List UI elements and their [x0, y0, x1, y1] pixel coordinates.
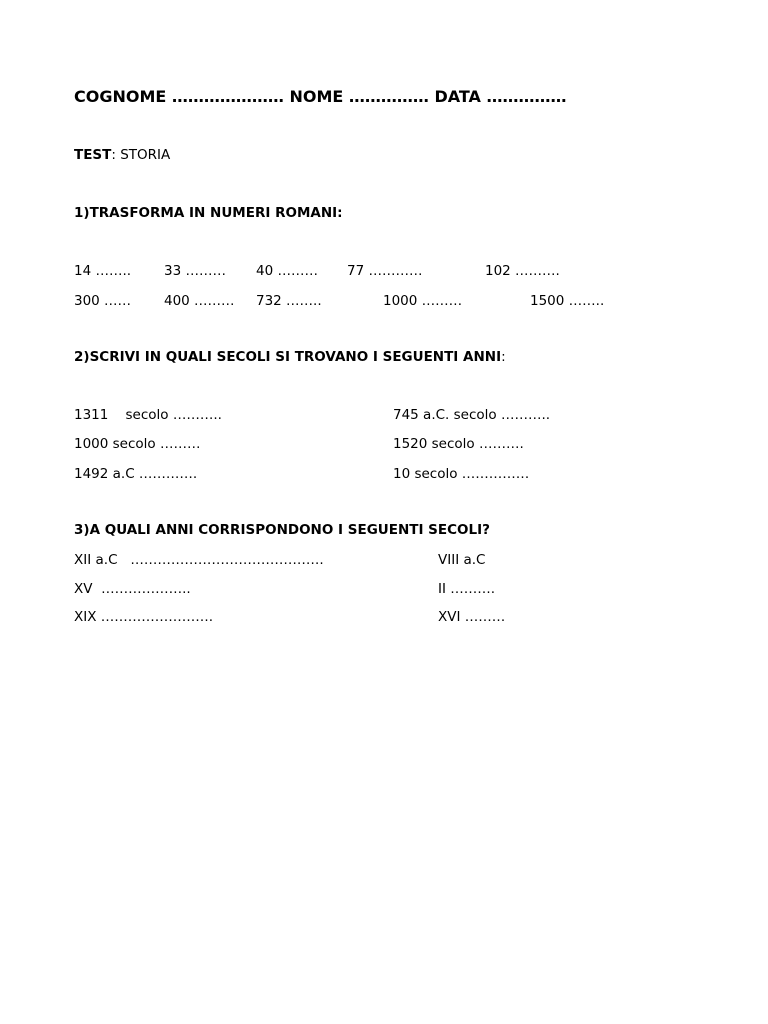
section2-title: 2)SCRIVI IN QUALI SECOLI SI TROVANO I SEGUENTI ANNI: [74, 349, 502, 365]
century-item-10: 10 secolo ……………: [393, 466, 530, 482]
years-item-xii-bc: XII a.C …………………………………….: [74, 552, 324, 568]
test-subject: : STORIA: [111, 147, 171, 163]
years-item-viii-bc: VIII a.C: [438, 552, 486, 568]
test-label: TEST: [74, 147, 112, 163]
roman-item-1000: 1000 ………: [383, 293, 463, 309]
name-date-header: COGNOME ………………… NOME …………… DATA ……………: [74, 87, 567, 106]
section2-title-line: [74, 348, 506, 366]
years-item-xix: XIX …………………….: [74, 609, 214, 625]
century-item-1311: 1311 secolo ………..: [74, 407, 222, 423]
roman-item-400: 400 ………: [164, 293, 235, 309]
century-item-1000: 1000 secolo ………: [74, 436, 201, 452]
roman-item-77: 77 …………: [347, 263, 423, 279]
century-item-745bc: 745 a.C. secolo ………..: [393, 407, 551, 423]
roman-item-33: 33 ………: [164, 263, 226, 279]
section3-title: 3)A QUALI ANNI CORRISPONDONO I SEGUENTI SECOLI?: [74, 522, 490, 538]
roman-item-14: 14 ……..: [74, 263, 132, 279]
roman-item-732: 732 ……..: [256, 293, 322, 309]
roman-item-1500: 1500 ……..: [530, 293, 605, 309]
century-item-1492bc: 1492 a.C ………….: [74, 466, 198, 482]
years-item-xv: XV ………………..: [74, 581, 191, 597]
century-item-1520: 1520 secolo ……….: [393, 436, 524, 452]
years-item-ii: II ……….: [438, 581, 496, 597]
roman-item-40: 40 ………: [256, 263, 318, 279]
section1-title: 1)TRASFORMA IN NUMERI ROMANI:: [74, 205, 343, 221]
section2-title-colon: :: [501, 349, 506, 365]
years-item-xvi: XVI ………: [438, 609, 506, 625]
test-subject-line: [74, 146, 170, 164]
roman-item-102: 102 ……….: [485, 263, 560, 279]
roman-item-300: 300 ……: [74, 293, 132, 309]
